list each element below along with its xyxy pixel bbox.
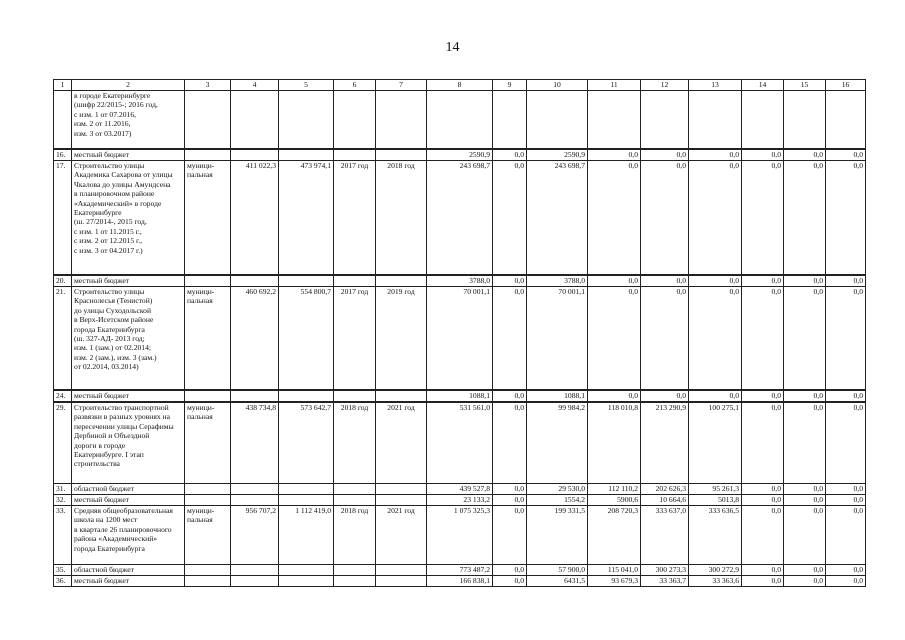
table-cell <box>231 390 279 402</box>
table-cell <box>427 91 493 150</box>
table-cell: 0,0 <box>826 402 866 484</box>
table-cell: 1554,2 <box>527 495 588 506</box>
table-cell: 243 698,7 <box>527 161 588 276</box>
table-cell: 33 363,7 <box>641 576 689 587</box>
table-cell <box>376 495 427 506</box>
table-cell: 0,0 <box>826 149 866 161</box>
table-cell <box>185 275 231 287</box>
table-cell: 0,0 <box>826 287 866 391</box>
table-cell <box>231 484 279 495</box>
page-number: 14 <box>445 40 460 55</box>
table-cell: 0,0 <box>784 402 826 484</box>
table-cell <box>588 91 641 150</box>
table-cell <box>334 495 376 506</box>
table-cell: муници- пальная <box>185 402 231 484</box>
table-cell <box>376 576 427 587</box>
table-cell: 2590,9 <box>527 149 588 161</box>
table-cell <box>231 495 279 506</box>
table-cell: 6431,5 <box>527 576 588 587</box>
table-cell: 0,0 <box>784 149 826 161</box>
table-cell: 115 041,0 <box>588 565 641 576</box>
table-cell: 773 487,2 <box>427 565 493 576</box>
table-cell: 3788,0 <box>427 275 493 287</box>
table-cell: 0,0 <box>641 275 689 287</box>
table-cell <box>185 484 231 495</box>
table-row <box>54 149 866 161</box>
table-cell <box>334 576 376 587</box>
table-cell <box>185 576 231 587</box>
column-header: 5 <box>279 80 334 91</box>
table-cell <box>334 484 376 495</box>
table-cell <box>376 484 427 495</box>
table-cell: местный бюджет <box>72 495 185 506</box>
table-cell: 0,0 <box>784 390 826 402</box>
table-cell <box>376 565 427 576</box>
table-cell: в городе Екатеринбурге (шифр 22/2015-; 2016 год, с изм. 1 от 07.2016, изм. 2 от 11.2016, изм. 3 от 03.2017) <box>72 91 185 150</box>
table-cell: 2021 год <box>376 506 427 565</box>
table-row <box>54 91 866 150</box>
table-cell: 35. <box>54 565 72 576</box>
table-cell: 0,0 <box>742 506 784 565</box>
column-header: 15 <box>784 80 826 91</box>
column-header: 3 <box>185 80 231 91</box>
table-cell: 0,0 <box>826 275 866 287</box>
table-cell: Строительство улицы Краснолесья (Тенистой) до улицы Суходольской в Верх-Исетском районе города Екатеринбурга (ш. 327-АД- 2013 год; изм. 1 (зам.) от 02.2014; изм. 2 (зам.), изм. 3 (зам.) от 02.2014, 03.2014) <box>72 287 185 391</box>
table-cell: 208 720,3 <box>588 506 641 565</box>
table-cell: 57 900,0 <box>527 565 588 576</box>
table-cell: 0,0 <box>784 565 826 576</box>
table-cell: местный бюджет <box>72 390 185 402</box>
table-cell: 3788,0 <box>527 275 588 287</box>
table-cell: 573 642,7 <box>279 402 334 484</box>
table-cell: 0,0 <box>742 565 784 576</box>
table-cell: 0,0 <box>826 506 866 565</box>
column-header: 7 <box>376 80 427 91</box>
table-cell: 0,0 <box>493 506 527 565</box>
table-cell: 24. <box>54 390 72 402</box>
column-header: 8 <box>427 80 493 91</box>
table-cell: 0,0 <box>588 390 641 402</box>
table-cell: 0,0 <box>784 275 826 287</box>
table-row <box>54 275 866 287</box>
table-row <box>54 495 866 506</box>
table-cell: 0,0 <box>493 287 527 391</box>
table-cell: 2017 год <box>334 287 376 391</box>
table-cell: 199 331,5 <box>527 506 588 565</box>
table-cell <box>279 495 334 506</box>
table-cell: 0,0 <box>493 275 527 287</box>
column-header: 9 <box>493 80 527 91</box>
table-cell: 0,0 <box>742 576 784 587</box>
table-cell: 300 273,3 <box>641 565 689 576</box>
table-cell <box>231 565 279 576</box>
table-cell: 2021 год <box>376 402 427 484</box>
table-cell: 100 275,1 <box>689 402 742 484</box>
table-cell: 23 133,2 <box>427 495 493 506</box>
table-cell: 16. <box>54 149 72 161</box>
table-cell <box>689 91 742 150</box>
column-header: 2 <box>72 80 185 91</box>
table-cell <box>279 149 334 161</box>
table-cell: 0,0 <box>493 576 527 587</box>
table-cell <box>826 91 866 150</box>
table-cell: 0,0 <box>826 565 866 576</box>
column-header: 6 <box>334 80 376 91</box>
table-cell: 0,0 <box>826 484 866 495</box>
table-cell: 70 001,1 <box>527 287 588 391</box>
table-cell: 31. <box>54 484 72 495</box>
table-row <box>54 506 866 565</box>
table-cell: Средняя общеобразовательная школа на 1200 мест в квартале 26 планировочного района «Академический» города Екатеринбурга <box>72 506 185 565</box>
table-cell <box>185 91 231 150</box>
table-cell: 0,0 <box>742 161 784 276</box>
table-row <box>54 287 866 391</box>
table-cell <box>185 495 231 506</box>
table-cell: 0,0 <box>493 484 527 495</box>
table-cell: 93 679,3 <box>588 576 641 587</box>
table-row <box>54 161 866 276</box>
table-cell <box>279 565 334 576</box>
table-cell <box>54 91 72 150</box>
table-cell: 243 698,7 <box>427 161 493 276</box>
table-cell: 0,0 <box>784 287 826 391</box>
table-cell: 473 974,1 <box>279 161 334 276</box>
table-cell <box>279 576 334 587</box>
table-header-row <box>54 80 866 91</box>
table-cell: 0,0 <box>689 149 742 161</box>
table-cell <box>784 91 826 150</box>
table-cell: 2017 год <box>334 161 376 276</box>
table-cell <box>231 91 279 150</box>
table-cell <box>185 390 231 402</box>
table-cell: 531 561,0 <box>427 402 493 484</box>
table-cell: Строительство транспортной развязки в разных уровнях на пересечении улицы Серафимы Дербиной и Объездной дороги в городе Екатеринбурге. I этап строительства <box>72 402 185 484</box>
table-cell: 0,0 <box>742 402 784 484</box>
table-cell: 166 838,1 <box>427 576 493 587</box>
table-cell: 99 984,2 <box>527 402 588 484</box>
table-cell <box>641 91 689 150</box>
column-header: 4 <box>231 80 279 91</box>
column-header: 10 <box>527 80 588 91</box>
table-cell: 29. <box>54 402 72 484</box>
table-cell <box>334 565 376 576</box>
table-cell <box>376 149 427 161</box>
table-cell: 33 363,6 <box>689 576 742 587</box>
table-cell: муници- пальная <box>185 506 231 565</box>
table-row <box>54 576 866 587</box>
table-cell <box>279 91 334 150</box>
table-cell <box>279 390 334 402</box>
table-cell: 2590,9 <box>427 149 493 161</box>
table-cell <box>185 149 231 161</box>
table-cell: 1 075 325,3 <box>427 506 493 565</box>
table-cell: 0,0 <box>641 161 689 276</box>
table-cell: 0,0 <box>742 149 784 161</box>
table-cell: 10 664,6 <box>641 495 689 506</box>
column-header: 1 <box>54 80 72 91</box>
table-cell: муници- пальная <box>185 161 231 276</box>
table-cell: 0,0 <box>826 390 866 402</box>
table-cell <box>334 149 376 161</box>
table-cell <box>279 484 334 495</box>
table-cell: 0,0 <box>826 576 866 587</box>
budget-table <box>53 79 866 587</box>
table-row <box>54 565 866 576</box>
table-cell: 0,0 <box>641 287 689 391</box>
table-cell: местный бюджет <box>72 576 185 587</box>
table-cell: 29 530,0 <box>527 484 588 495</box>
table-cell: 0,0 <box>826 495 866 506</box>
table-cell: местный бюджет <box>72 275 185 287</box>
table-cell <box>231 576 279 587</box>
table-cell: 21. <box>54 287 72 391</box>
column-header: 14 <box>742 80 784 91</box>
table-cell: 0,0 <box>742 484 784 495</box>
table-cell <box>334 91 376 150</box>
table-cell: 0,0 <box>493 161 527 276</box>
table-cell <box>279 275 334 287</box>
table-cell <box>334 275 376 287</box>
table-cell <box>376 390 427 402</box>
table-cell <box>527 91 588 150</box>
table-cell: 0,0 <box>493 495 527 506</box>
table-cell: 213 290,9 <box>641 402 689 484</box>
table-cell: местный бюджет <box>72 149 185 161</box>
table-cell: 460 692,2 <box>231 287 279 391</box>
table-cell <box>376 91 427 150</box>
table-cell: 0,0 <box>689 161 742 276</box>
table-cell: 0,0 <box>493 149 527 161</box>
table-cell: 0,0 <box>784 576 826 587</box>
table-cell: 2018 год <box>376 161 427 276</box>
table-cell: 0,0 <box>588 161 641 276</box>
table-cell <box>185 565 231 576</box>
table-cell: 95 261,3 <box>689 484 742 495</box>
table-cell: 70 001,1 <box>427 287 493 391</box>
table-cell: 5900,6 <box>588 495 641 506</box>
table-cell: 2018 год <box>334 506 376 565</box>
table-cell: 2019 год <box>376 287 427 391</box>
table-cell <box>376 275 427 287</box>
table-cell: 1088,1 <box>527 390 588 402</box>
table-cell <box>493 91 527 150</box>
table-cell: 202 626,3 <box>641 484 689 495</box>
table-cell <box>742 91 784 150</box>
table-cell: 118 010,8 <box>588 402 641 484</box>
table-cell: 300 272,9 <box>689 565 742 576</box>
table-cell: 33. <box>54 506 72 565</box>
table-cell: областной бюджет <box>72 565 185 576</box>
table-cell: 0,0 <box>641 149 689 161</box>
table-row <box>54 402 866 484</box>
table-cell: 0,0 <box>689 275 742 287</box>
table-cell: 0,0 <box>742 390 784 402</box>
table-cell: 0,0 <box>826 161 866 276</box>
table-cell: 0,0 <box>588 149 641 161</box>
column-header: 16 <box>826 80 866 91</box>
table-cell: 0,0 <box>742 287 784 391</box>
table-cell <box>231 275 279 287</box>
table-cell: 554 800,7 <box>279 287 334 391</box>
table-cell: 0,0 <box>784 506 826 565</box>
column-header: 13 <box>689 80 742 91</box>
table-cell: 438 734,8 <box>231 402 279 484</box>
table-cell: 0,0 <box>689 287 742 391</box>
table-cell: 0,0 <box>784 484 826 495</box>
column-header: 12 <box>641 80 689 91</box>
table-cell: 439 527,8 <box>427 484 493 495</box>
table-cell: 0,0 <box>493 390 527 402</box>
table-cell: 36. <box>54 576 72 587</box>
table-cell: муници- пальная <box>185 287 231 391</box>
table-cell <box>231 149 279 161</box>
table-row <box>54 390 866 402</box>
table-cell: 5013,8 <box>689 495 742 506</box>
table-cell: 0,0 <box>784 495 826 506</box>
table-cell: 0,0 <box>742 495 784 506</box>
table-cell: 0,0 <box>784 161 826 276</box>
table-cell: 17. <box>54 161 72 276</box>
table-cell: 32. <box>54 495 72 506</box>
table-cell: 956 707,2 <box>231 506 279 565</box>
table-cell: 1088,1 <box>427 390 493 402</box>
table-cell: Строительство улицы Академика Сахарова от улицы Чкалова до улицы Амундсена в планировочном районе «Академический» в городе Екатеринбурге (ш. 27/2014-, 2015 год, с изм. 1 от 11.2015 г., с изм. 2 от 12.2015 г., с изм. 3 от 04.2017 г.) <box>72 161 185 276</box>
table-row <box>54 484 866 495</box>
table-cell: 0,0 <box>493 565 527 576</box>
table-cell: 0,0 <box>689 390 742 402</box>
table-cell <box>334 390 376 402</box>
table-cell: 112 110,2 <box>588 484 641 495</box>
table-cell: 0,0 <box>742 275 784 287</box>
column-header: 11 <box>588 80 641 91</box>
table-cell: 0,0 <box>588 275 641 287</box>
table-cell: 333 637,0 <box>641 506 689 565</box>
table-cell: 333 636,5 <box>689 506 742 565</box>
table-cell: 2018 год <box>334 402 376 484</box>
table-cell: 1 112 419,0 <box>279 506 334 565</box>
table-cell: 20. <box>54 275 72 287</box>
table-cell: 411 022,3 <box>231 161 279 276</box>
table-cell: областной бюджет <box>72 484 185 495</box>
table-cell: 0,0 <box>588 287 641 391</box>
table-cell: 0,0 <box>493 402 527 484</box>
table-cell: 0,0 <box>641 390 689 402</box>
